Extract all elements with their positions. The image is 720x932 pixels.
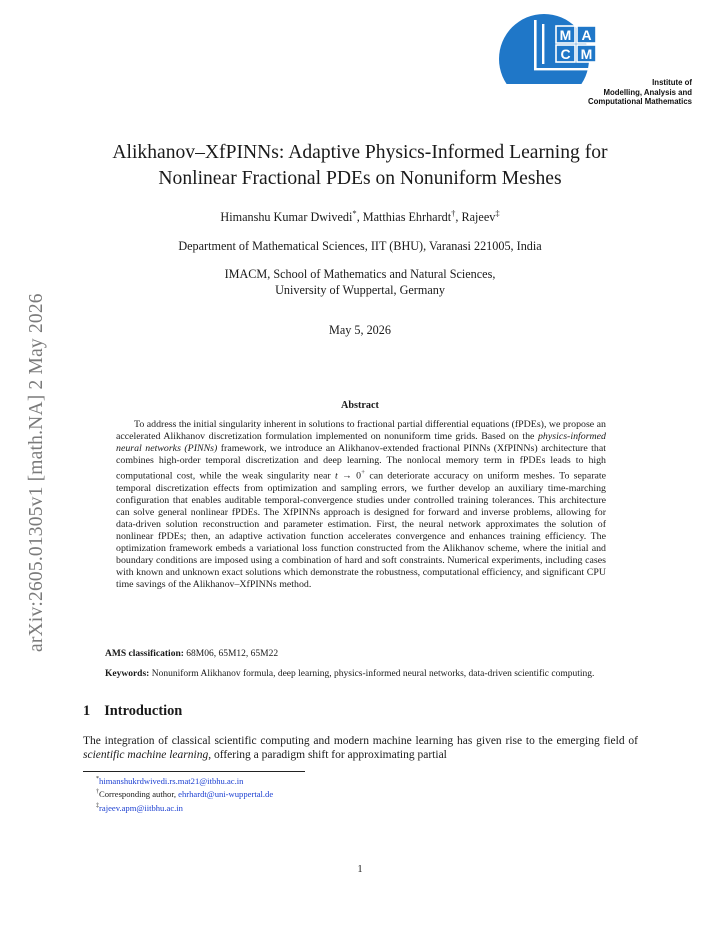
math-superscript: +	[361, 469, 366, 477]
footnote-2	[96, 787, 273, 800]
abstract-text: To address the initial singularity inherent in solutions to fractional partial differential equations (fPDEs), we propose an accelerated Alikhanov discretization formulation implemented on nonuniform time grids. Based on the	[116, 419, 606, 443]
keywords-value: Nonuniform Alikhanov formula, deep learning, physics-informed neural networks, data-driven scientific computing.	[149, 669, 595, 679]
footnote-mark: †	[96, 789, 100, 796]
affiliation-line: IMACM, School of Mathematics and Natural Sciences,	[224, 267, 496, 281]
section-heading-introduction	[83, 703, 182, 720]
ams-value: 68M06, 65M12, 65M22	[183, 649, 279, 659]
abstract-body	[116, 419, 606, 591]
affiliation-line: University of Wuppertal, Germany	[275, 282, 445, 297]
author-footnote-mark: ‡	[495, 208, 500, 218]
affiliation-wuppertal	[90, 267, 630, 298]
abstract-text: can deteriorate accuracy on uniform meshes. To separate temporal discretization effects from optimization and sampling errors, we further develop an auxiliary time-marching configuration that enables auditable temporal-convergence studies under controlled training tolerances. This architecture can solve general nonlinear fPDEs. The XfPINNs approach is designed for forward and inverse problems, allowing for data-driven solution reconstruction and parameter estimation. First, the neural network approximates the solution of nonlinear fPDEs; then, an adaptive activation function accelerates convergence and enhances training efficiency. The optimization framework embeds a variational loss function constructed from the Alikhanov scheme, where the initial and boundary conditions are imposed using a combination of hard and soft constraints. Numerical experiments, including cases with known and unknown exact solutions which demonstrate the robustness, computational efficiency, and significant CPU time savings of the Alikhanov–XfPINNs method.	[116, 470, 607, 590]
logo-caption-line: Institute of	[652, 78, 692, 87]
abstract-text: framework, we introduce an Alikhanov-extended fractional PINNs (XfPINNs) architecture that combines high-order temporal discretization and deep learning. The nonlocal memory term in fPDEs leads to high computational cost, while the weak singularity near	[116, 443, 606, 482]
author-name: Matthias Ehrhardt	[362, 210, 452, 225]
intro-text: The integration of classical scientific computing and modern machine learning has given rise to the emerging field of	[83, 735, 638, 747]
author-separator: ,	[356, 210, 363, 225]
abstract-emphasis: physics-informed neural networks (PINNs)	[116, 431, 606, 455]
logo-caption-line: Computational Mathematics	[588, 97, 692, 107]
paper-title	[90, 140, 630, 192]
math-expression: → 0	[337, 470, 362, 482]
footnotes	[96, 774, 273, 814]
title-line-2: Nonlinear Fractional PDEs on Nonuniform Meshes	[158, 168, 562, 189]
author-footnote-mark: †	[451, 208, 456, 218]
introduction-paragraph	[83, 735, 638, 762]
footnote-mark: *	[96, 776, 100, 782]
intro-text: , offering a paradigm shift for approximating partial	[208, 748, 447, 761]
footnote-text: Corresponding author,	[99, 789, 179, 800]
logo-caption	[588, 78, 692, 107]
author-list	[90, 208, 630, 225]
section-number: 1	[83, 703, 91, 719]
affiliation-iit: Department of Mathematical Sciences, IIT (BHU), Varanasi 221005, India	[178, 239, 542, 253]
section-title: Introduction	[104, 703, 183, 719]
logo-letter: C	[560, 46, 571, 62]
email-link-dwivedi[interactable]: himanshukrdwivedi.rs.mat21@itbhu.ac.in	[99, 775, 244, 786]
title-line-1: Alikhanov–XfPINNs: Adaptive Physics-Informed Learning for	[112, 142, 608, 163]
page-number: 1	[357, 864, 363, 875]
logo-letter: M	[580, 46, 593, 62]
author-name: Himanshu Kumar Dwivedi	[220, 210, 353, 225]
ams-label: AMS classification:	[105, 649, 184, 659]
logo-letter: M	[559, 27, 572, 43]
email-link-rajeev[interactable]: rajeev.apm@iitbhu.ac.in	[99, 802, 183, 813]
author-separator: ,	[455, 210, 462, 225]
keywords	[105, 668, 615, 680]
keywords-label: Keywords:	[105, 669, 150, 679]
imacm-logo	[494, 14, 704, 118]
abstract-heading: Abstract	[341, 400, 379, 411]
intro-emphasis: scientific machine learning	[83, 748, 209, 761]
footnote-rule	[83, 771, 305, 772]
imacm-logo-graphic	[494, 14, 704, 84]
author-footnote-mark: *	[352, 208, 357, 218]
footnote-1	[96, 774, 273, 787]
paper-date: May 5, 2026	[329, 323, 391, 337]
logo-letter: A	[581, 27, 592, 43]
math-variable: t	[334, 470, 338, 482]
footnote-3	[96, 801, 273, 814]
email-link-ehrhardt[interactable]: ehrhardt@uni-wuppertal.de	[178, 789, 274, 800]
ams-classification	[105, 648, 615, 660]
arxiv-identifier-stamp: arXiv:2605.01305v1 [math.NA] 2 May 2026	[26, 293, 47, 652]
author-name: Rajeev	[461, 210, 496, 225]
footnote-mark: ‡	[96, 802, 100, 809]
logo-caption-line: Modelling, Analysis and	[603, 87, 692, 97]
